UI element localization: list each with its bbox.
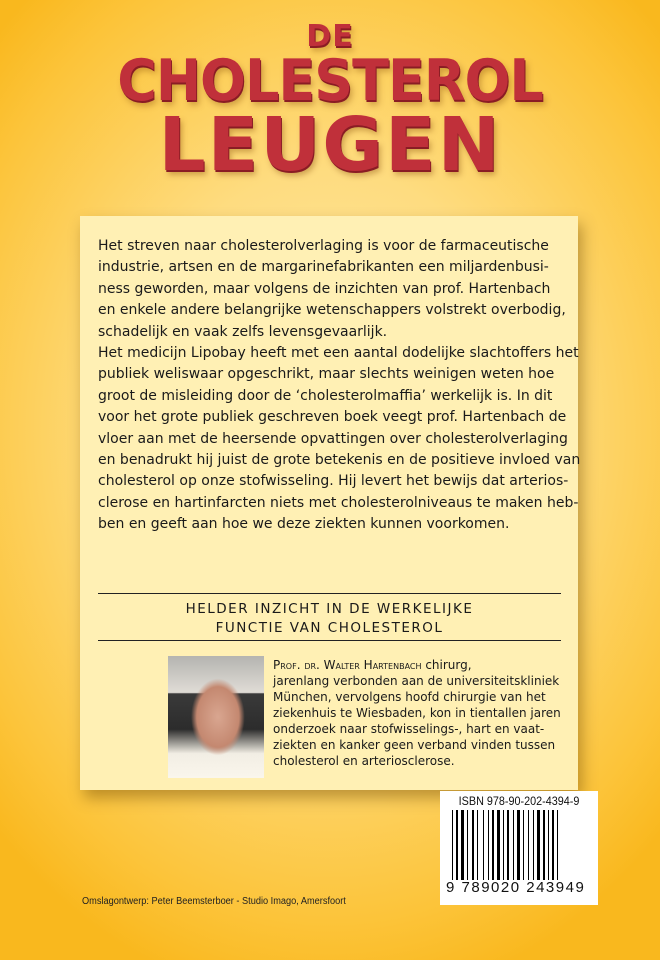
barcode-bar bbox=[483, 810, 484, 886]
blurb-line: voor het grote publiek geschreven boek veegt prof. Hartenbach de bbox=[98, 409, 567, 426]
blurb-line: vloer aan met de heersende opvattingen over cholesterolverlaging bbox=[98, 430, 568, 447]
blurb-line: Het medicijn Lipobay heeft met een aantal dodelijke slachtoffers het bbox=[98, 345, 579, 362]
title-line-2: CHOLESTEROL bbox=[117, 47, 543, 114]
section-heading bbox=[98, 600, 561, 638]
bio-line: München, vervolgens hoofd chirurgie van het bbox=[273, 690, 546, 704]
blurb-line: industrie, artsen en de margarinefabrikanten een miljardenbusi- bbox=[98, 259, 549, 276]
barcode-bar bbox=[452, 810, 453, 886]
barcode-bar bbox=[461, 810, 464, 886]
barcode-bar bbox=[557, 810, 558, 886]
isbn-label: ISBN 978-90-202-4394-9 bbox=[458, 794, 580, 808]
barcode-bar bbox=[467, 810, 468, 886]
blurb-line: schadelijk en vaak zelfs levensgevaarlijk. bbox=[98, 323, 388, 340]
barcode-bars bbox=[452, 810, 594, 886]
divider-top bbox=[98, 593, 561, 594]
author-photo bbox=[168, 656, 264, 778]
book-title bbox=[0, 19, 660, 188]
author-bio bbox=[273, 657, 573, 769]
barcode-bar bbox=[537, 810, 540, 886]
barcode-bar bbox=[552, 810, 554, 886]
title-line-1: DE bbox=[306, 19, 354, 54]
blurb-line: clerose en hartinfarcten niets met cholesterolniveaus te maken heb- bbox=[98, 494, 579, 511]
barcode-bar bbox=[513, 810, 514, 886]
blurb-line: cholesterol op onze stofwisseling. Hij levert het bewijs dat arterios- bbox=[98, 473, 569, 490]
barcode-bar bbox=[528, 810, 529, 886]
blurb-text bbox=[98, 236, 581, 536]
bio-line: jarenlang verbonden aan de universiteitskliniek bbox=[273, 674, 560, 688]
bio-line: ziekten en kanker geen verband vinden tussen bbox=[273, 738, 556, 752]
bio-line: chirurg, bbox=[421, 658, 472, 672]
barcode-bar bbox=[488, 810, 489, 886]
bio-line: cholesterol en arteriosclerose. bbox=[273, 754, 455, 768]
cover-design-credit: Omslagontwerp: Peter Beemsterboer - Studio Imago, Amersfoort bbox=[82, 896, 346, 907]
barcode-bar bbox=[497, 810, 500, 886]
barcode-bar bbox=[477, 810, 478, 886]
blurb-line: en benadrukt hij juist de grote betekenis en de positieve invloed van bbox=[98, 452, 581, 469]
barcode-bar bbox=[456, 810, 458, 886]
divider-bottom bbox=[98, 640, 561, 641]
text-panel bbox=[80, 216, 581, 790]
barcode-bar bbox=[523, 810, 524, 886]
barcode-bar bbox=[507, 810, 509, 886]
blurb-line: ness geworden, maar volgens de inzichten van prof. Hartenbach bbox=[98, 280, 551, 297]
barcode-bar bbox=[548, 810, 549, 886]
barcode-bar bbox=[503, 810, 504, 886]
blurb-line: publiek weliswaar opgeschrikt, maar slechts weinigen weten hoe bbox=[98, 366, 555, 383]
heading-line-2: FUNCTIE VAN CHOLESTEROL bbox=[215, 620, 444, 636]
isbn-barcode bbox=[440, 791, 598, 905]
barcode-bar bbox=[517, 810, 520, 886]
blurb-line: en enkele andere belangrijke wetenschappers volstrekt overbodig, bbox=[98, 302, 566, 319]
blurb-line: ben en geeft aan hoe we deze ziekten kunnen voorkomen. bbox=[98, 516, 510, 533]
blurb-line: Het streven naar cholesterolverlaging is voor de farmaceutische bbox=[98, 238, 549, 254]
bio-line: ziekenhuis te Wiesbaden, kon in tientallen jaren bbox=[273, 706, 561, 720]
barcode-bar bbox=[472, 810, 474, 886]
barcode-digits: 9 789020 243949 bbox=[444, 880, 594, 896]
barcode-bar bbox=[533, 810, 534, 886]
blurb-line: groot de misleiding door de ‘cholesterolmaffia’ werkelijk is. In dit bbox=[98, 387, 553, 404]
author-name: Prof. dr. Walter Hartenbach bbox=[273, 658, 422, 672]
barcode-bar bbox=[492, 810, 494, 886]
bio-line: onderzoek naar stofwisselings-, hart en vaat- bbox=[273, 722, 545, 736]
barcode-bar bbox=[543, 810, 545, 886]
title-line-3: LEUGEN bbox=[158, 102, 502, 188]
heading-line-1: HELDER INZICHT IN DE WERKELIJKE bbox=[185, 601, 474, 617]
